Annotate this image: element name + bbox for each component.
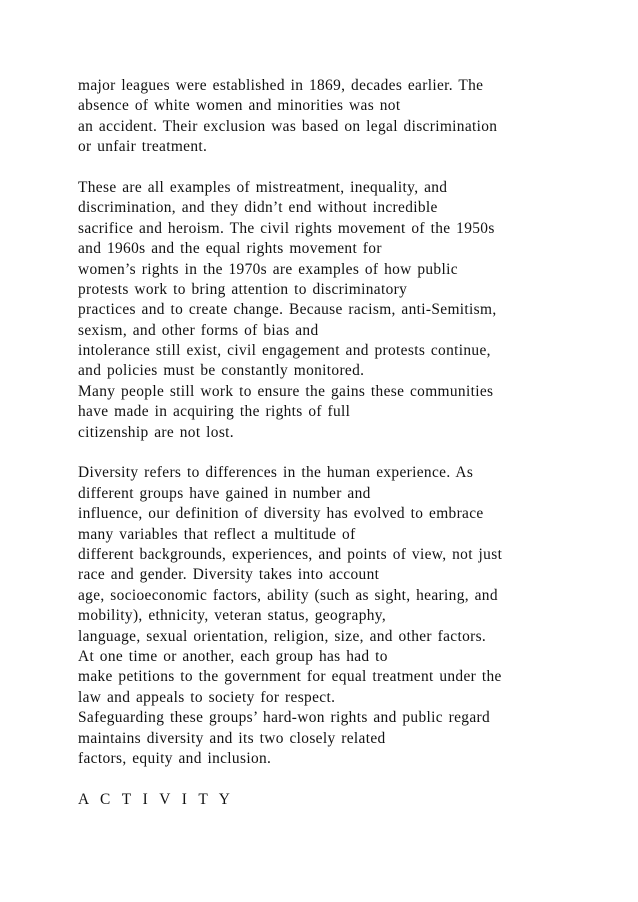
- text-line: sexism, and other forms of bias and: [78, 321, 319, 339]
- text-line: practices and to create change. Because racism, anti-Semitism,: [78, 301, 497, 319]
- text-line: At one time or another, each group has had to: [78, 647, 388, 665]
- paragraph-spacer: [78, 158, 578, 178]
- paragraph-1: [78, 76, 578, 158]
- text-line: language, sexual orientation, religion, size, and other factors.: [78, 627, 487, 645]
- text-line: maintains diversity and its two closely related: [78, 729, 386, 747]
- text-line: Diversity refers to differences in the human experience. As: [78, 464, 474, 482]
- text-line: an accident. Their exclusion was based on legal discrimination: [78, 117, 498, 135]
- paragraph-spacer: [78, 769, 578, 789]
- text-line: protests work to bring attention to discriminatory: [78, 280, 408, 298]
- text-line: citizenship are not lost.: [78, 423, 235, 441]
- paragraph-3: [78, 463, 578, 769]
- text-line: factors, equity and inclusion.: [78, 749, 272, 767]
- text-line: major leagues were established in 1869, decades earlier. The: [78, 77, 484, 94]
- document-body: [78, 76, 578, 810]
- text-line: discrimination, and they didn’t end without incredible: [78, 199, 438, 217]
- text-line: make petitions to the government for equal treatment under the: [78, 668, 502, 686]
- text-line: influence, our definition of diversity has evolved to embrace: [78, 505, 484, 523]
- text-line: sacrifice and heroism. The civil rights movement of the 1950s: [78, 219, 495, 237]
- text-line: law and appeals to society for respect.: [78, 688, 336, 706]
- text-line: intolerance still exist, civil engagement and protests continue,: [78, 342, 491, 360]
- text-line: women’s rights in the 1970s are examples of how public: [78, 260, 458, 278]
- text-line: Safeguarding these groups’ hard-won rights and public regard: [78, 709, 491, 727]
- text-line: different groups have gained in number and: [78, 484, 371, 502]
- paragraph-2: [78, 178, 578, 443]
- text-line: and policies must be constantly monitored.: [78, 362, 365, 380]
- text-line: different backgrounds, experiences, and points of view, not just: [78, 545, 503, 563]
- text-line: These are all examples of mistreatment, inequality, and: [78, 178, 448, 196]
- text-line: age, socioeconomic factors, ability (such as sight, hearing, and: [78, 586, 498, 604]
- text-line: many variables that reflect a multitude of: [78, 525, 356, 543]
- paragraph-spacer: [78, 443, 578, 463]
- text-line: or unfair treatment.: [78, 138, 208, 156]
- text-line: have made in acquiring the rights of full: [78, 403, 351, 421]
- text-line: absence of white women and minorities was not: [78, 97, 401, 115]
- section-heading: A C T I V I T Y: [78, 790, 234, 808]
- text-line: race and gender. Diversity takes into account: [78, 566, 380, 584]
- text-line: and 1960s and the equal rights movement for: [78, 240, 382, 258]
- text-line: Many people still work to ensure the gains these communities: [78, 382, 494, 400]
- text-line: mobility), ethnicity, veteran status, geography,: [78, 607, 387, 625]
